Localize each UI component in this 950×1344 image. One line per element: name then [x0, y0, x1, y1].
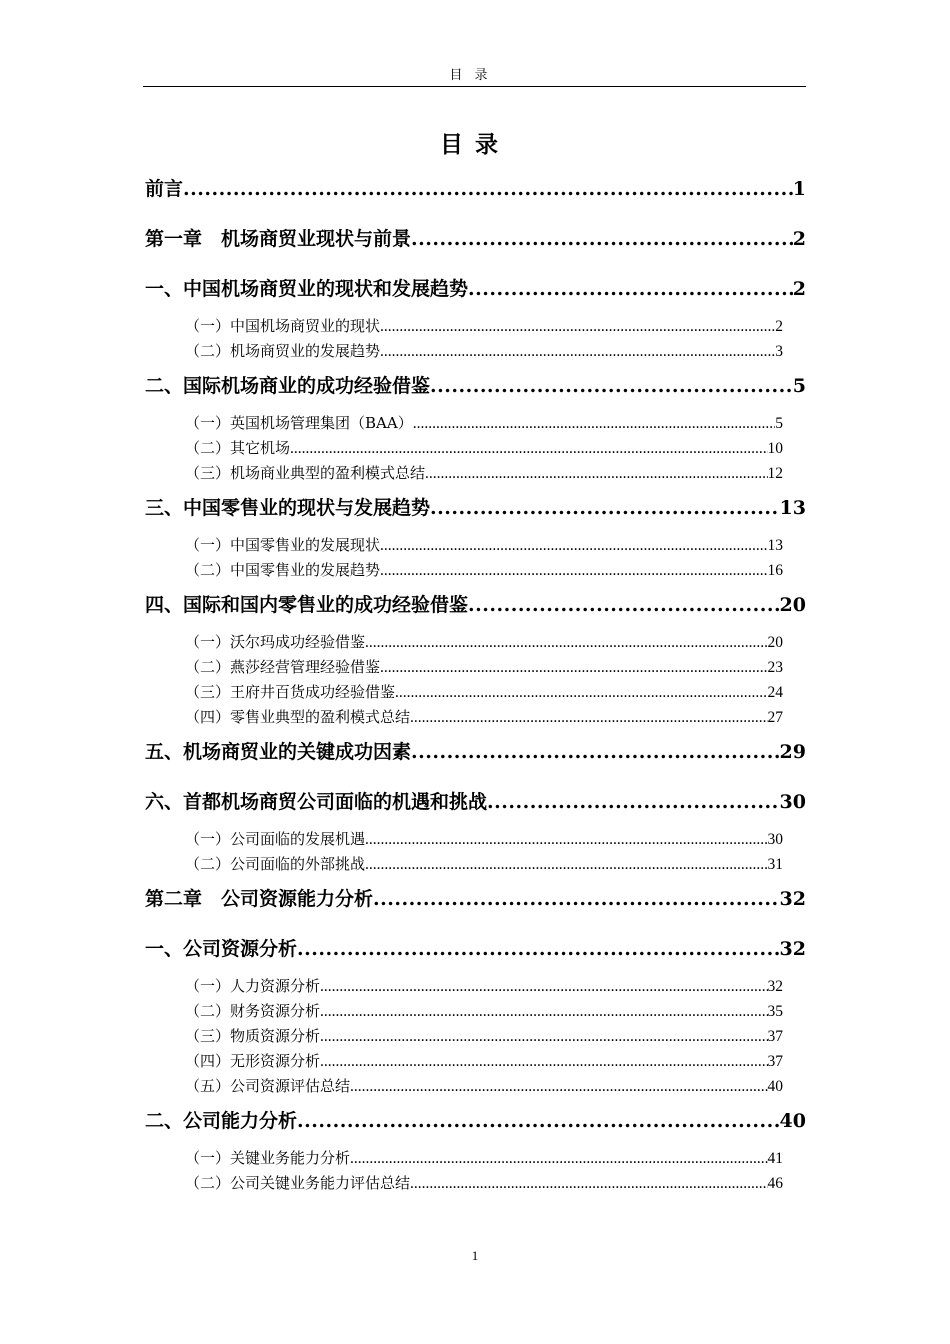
toc-page-number: 37 [767, 1028, 783, 1045]
toc-subentry[interactable] [145, 461, 783, 486]
toc-leader-dots [380, 558, 767, 583]
toc-entry-ch2-section-1[interactable] [145, 936, 806, 963]
toc-page-number: 20 [767, 634, 783, 651]
toc-label: （五）公司资源评估总结 [185, 1077, 351, 1095]
toc-subentry[interactable] [145, 314, 783, 339]
toc-page-number: 27 [767, 709, 783, 726]
toc-page-number: 5 [792, 375, 806, 397]
toc-label: 前言 [145, 178, 184, 200]
toc-subentry[interactable] [145, 827, 783, 852]
toc-leader-dots [395, 680, 767, 705]
toc-page-number: 3 [775, 343, 783, 360]
toc-entry-section-6[interactable] [145, 789, 806, 816]
toc-page-number: 13 [779, 497, 806, 519]
toc-label: 二、公司能力分析 [145, 1110, 298, 1132]
toc-leader-dots [430, 495, 780, 522]
toc-label: （二）中国零售业的发展趋势 [185, 561, 381, 579]
toc-page-number: 2 [792, 278, 806, 300]
toc-page-number: 12 [767, 465, 783, 482]
toc-label: （二）公司面临的外部挑战 [185, 855, 366, 873]
running-header: 目录 [143, 66, 806, 87]
table-of-contents [145, 176, 806, 1196]
toc-label: （二）财务资源分析 [185, 1002, 321, 1020]
toc-leader-dots [425, 461, 767, 486]
toc-label: 四、国际和国内零售业的成功经验借鉴 [145, 594, 469, 616]
toc-entry-preface[interactable] [145, 176, 806, 203]
toc-subentry[interactable] [145, 999, 783, 1024]
toc-page-number: 32 [779, 938, 806, 960]
toc-page-number: 37 [767, 1053, 783, 1070]
toc-page-number: 31 [767, 856, 783, 873]
toc-label: 三、中国零售业的现状与发展趋势 [145, 497, 431, 519]
toc-page-number: 32 [767, 978, 783, 995]
toc-leader-dots [411, 226, 793, 253]
toc-leader-dots [365, 630, 767, 655]
toc-page-number: 5 [775, 415, 783, 432]
toc-subentry[interactable] [145, 558, 783, 583]
toc-page-number: 1 [792, 178, 806, 200]
toc-page-number: 16 [767, 562, 783, 579]
page-number-footer: 1 [471, 1248, 479, 1263]
toc-entry-section-4[interactable] [145, 592, 806, 619]
toc-entry-section-2[interactable] [145, 373, 806, 400]
toc-leader-dots [410, 1171, 767, 1196]
toc-label: （二）公司关键业务能力评估总结 [185, 1174, 411, 1192]
toc-leader-dots [430, 373, 793, 400]
page-title: 目录 [440, 131, 510, 158]
toc-label: 一、中国机场商贸业的现状和发展趋势 [145, 278, 469, 300]
toc-label: （一）人力资源分析 [185, 977, 321, 995]
toc-label: 一、公司资源分析 [145, 938, 298, 960]
toc-leader-dots [468, 592, 780, 619]
toc-entry-chapter-2[interactable] [145, 886, 806, 913]
toc-label: 六、首都机场商贸公司面临的机遇和挑战 [145, 791, 488, 813]
toc-page-number: 20 [779, 594, 806, 616]
toc-subentry[interactable] [145, 1024, 783, 1049]
toc-page-number: 41 [767, 1150, 783, 1167]
toc-leader-dots [373, 886, 780, 913]
toc-page-number: 30 [779, 791, 806, 813]
toc-label: （三）物质资源分析 [185, 1027, 321, 1045]
toc-label: （一）中国机场商贸业的现状 [185, 317, 381, 335]
toc-label: 五、机场商贸业的关键成功因素 [145, 741, 412, 763]
toc-leader-dots [487, 789, 780, 816]
toc-leader-dots [410, 705, 767, 730]
toc-subentry[interactable] [145, 411, 783, 436]
toc-page-number: 24 [767, 684, 783, 701]
toc-leader-dots [320, 1049, 767, 1074]
toc-page-number: 30 [767, 831, 783, 848]
toc-label: （四）零售业典型的盈利模式总结 [185, 708, 411, 726]
toc-leader-dots [290, 436, 767, 461]
toc-entry-section-1[interactable] [145, 276, 806, 303]
toc-label: 二、国际机场商业的成功经验借鉴 [145, 375, 431, 397]
toc-subentry[interactable] [145, 852, 783, 877]
toc-subentry[interactable] [145, 1074, 783, 1099]
toc-subentry[interactable] [145, 339, 783, 364]
toc-leader-dots [468, 276, 793, 303]
toc-leader-dots [320, 1024, 767, 1049]
toc-entry-ch2-section-2[interactable] [145, 1108, 806, 1135]
toc-subentry[interactable] [145, 533, 783, 558]
toc-subentry[interactable] [145, 680, 783, 705]
toc-subentry[interactable] [145, 655, 783, 680]
toc-leader-dots [380, 533, 767, 558]
toc-label: （二）机场商贸业的发展趋势 [185, 342, 381, 360]
toc-label: （四）无形资源分析 [185, 1052, 321, 1070]
toc-leader-dots [350, 1146, 767, 1171]
toc-label: （三）王府井百货成功经验借鉴 [185, 683, 396, 701]
toc-label: （二）燕莎经营管理经验借鉴 [185, 658, 381, 676]
toc-label: （三）机场商业典型的盈利模式总结 [185, 464, 426, 482]
toc-subentry[interactable] [145, 1171, 783, 1196]
toc-label: （一）关键业务能力分析 [185, 1149, 351, 1167]
toc-label: （一）沃尔玛成功经验借鉴 [185, 633, 366, 651]
toc-page-number: 10 [767, 440, 783, 457]
toc-leader-dots [380, 314, 775, 339]
toc-page-number: 32 [779, 888, 806, 910]
toc-leader-dots [380, 655, 767, 680]
toc-leader-dots [365, 827, 767, 852]
toc-leader-dots [297, 936, 780, 963]
toc-leader-dots [413, 411, 776, 436]
toc-leader-dots [350, 1074, 767, 1099]
toc-page-number: 13 [767, 537, 783, 554]
toc-subentry[interactable] [145, 705, 783, 730]
toc-page-number: 46 [767, 1175, 783, 1192]
toc-label: （一）英国机场管理集团（BAA） [185, 414, 413, 432]
toc-subentry[interactable] [145, 1146, 783, 1171]
toc-entry-section-3[interactable] [145, 495, 806, 522]
toc-leader-dots [365, 852, 767, 877]
toc-leader-dots [380, 339, 775, 364]
toc-subentry[interactable] [145, 630, 783, 655]
toc-subentry[interactable] [145, 974, 783, 999]
toc-page-number: 29 [779, 741, 806, 763]
toc-leader-dots [320, 974, 767, 999]
toc-entry-section-5[interactable] [145, 739, 806, 766]
toc-label: （一）中国零售业的发展现状 [185, 536, 381, 554]
toc-subentry[interactable] [145, 1049, 783, 1074]
toc-page-number: 2 [792, 228, 806, 250]
toc-page-number: 40 [767, 1078, 783, 1095]
toc-leader-dots [320, 999, 767, 1024]
toc-label: 第一章 机场商贸业现状与前景 [145, 228, 412, 250]
toc-page-number: 40 [779, 1110, 806, 1132]
toc-leader-dots [297, 1108, 780, 1135]
toc-label: （二）其它机场 [185, 439, 291, 457]
toc-leader-dots [411, 739, 780, 766]
toc-label: （一）公司面临的发展机遇 [185, 830, 366, 848]
toc-page-number: 23 [767, 659, 783, 676]
toc-subentry[interactable] [145, 436, 783, 461]
toc-label: 第二章 公司资源能力分析 [145, 888, 374, 910]
toc-page-number: 35 [767, 1003, 783, 1020]
toc-page-number: 2 [775, 318, 783, 335]
toc-leader-dots [183, 176, 793, 203]
toc-entry-chapter-1[interactable] [145, 226, 806, 253]
